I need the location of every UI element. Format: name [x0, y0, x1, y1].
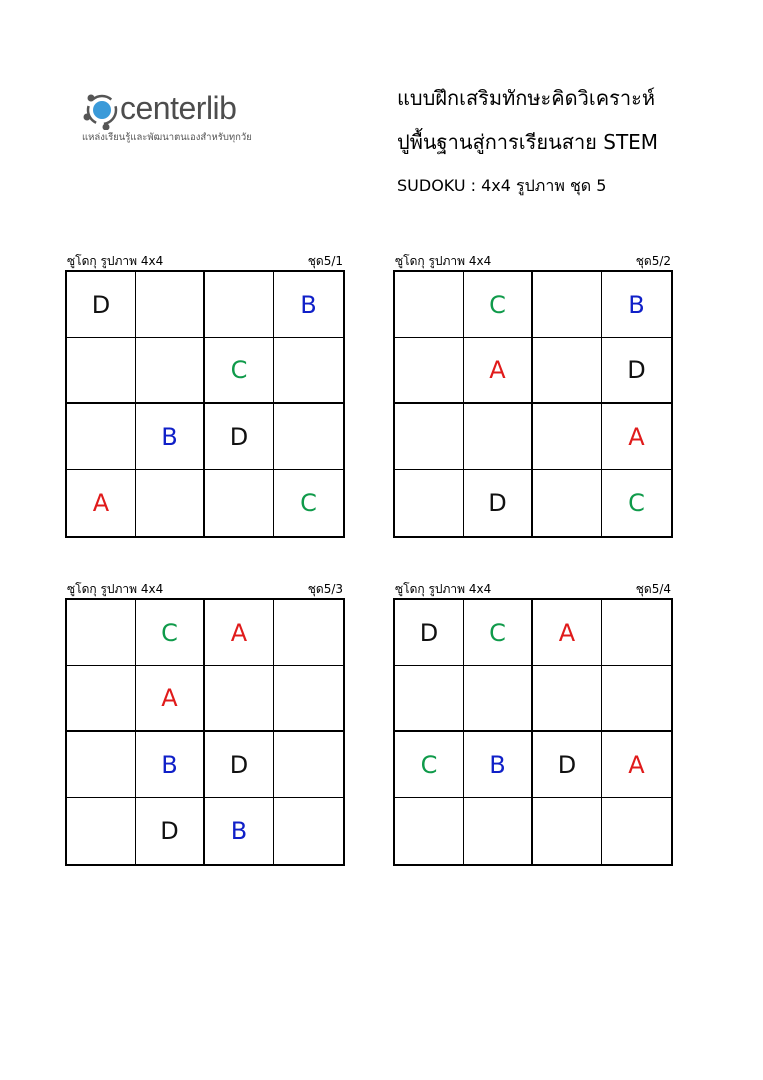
grid-cell — [533, 666, 602, 732]
puzzle-set-number: ชุด5/2 — [635, 254, 671, 268]
puzzle-header — [393, 580, 673, 598]
grid-cell: B — [464, 732, 533, 798]
grid-cell — [602, 600, 671, 666]
grid-cell — [395, 272, 464, 338]
grid-cell — [533, 338, 602, 404]
grid-cell: C — [136, 600, 205, 666]
puzzle-header — [393, 252, 673, 270]
grid-cell — [67, 600, 136, 666]
grid-cell: B — [602, 272, 671, 338]
puzzle-title: ซูโดกุ รูปภาพ 4x4 — [67, 254, 164, 268]
worksheet-set-label: SUDOKU : 4x4 รูปภาพ ชุด 5 — [397, 176, 607, 195]
grid-cell — [464, 798, 533, 864]
grid-cell — [395, 798, 464, 864]
sudoku-grid — [393, 270, 673, 538]
molecule-logo-icon — [82, 90, 122, 130]
grid-cell: D — [464, 470, 533, 536]
grid-cell: A — [602, 404, 671, 470]
grid-cell — [67, 338, 136, 404]
sudoku-grid — [65, 270, 345, 538]
puzzle-set-number: ชุด5/3 — [307, 582, 343, 596]
grid-cell: C — [464, 600, 533, 666]
grid-cell: B — [136, 732, 205, 798]
worksheet-subtitle: ปูพื้นฐานสู่การเรียนสาย STEM — [397, 130, 659, 154]
grid-cell: D — [395, 600, 464, 666]
grid-cell: A — [205, 600, 274, 666]
grid-cell — [205, 666, 274, 732]
grid-cell — [395, 666, 464, 732]
grid-cell — [533, 470, 602, 536]
grid-cell: B — [274, 272, 343, 338]
grid-cell: D — [205, 732, 274, 798]
grid-cell — [464, 666, 533, 732]
logo-brand-text: centerlib — [120, 90, 237, 126]
grid-cell — [205, 272, 274, 338]
grid-cell — [274, 732, 343, 798]
grid-cell: D — [67, 272, 136, 338]
grid-cell — [136, 470, 205, 536]
grid-cell: D — [136, 798, 205, 864]
worksheet-title: แบบฝึกเสริมทักษะคิดวิเคราะห์ — [397, 86, 656, 110]
grid-cell: A — [464, 338, 533, 404]
sudoku-grid — [65, 598, 345, 866]
grid-cell — [533, 272, 602, 338]
grid-cell: D — [602, 338, 671, 404]
puzzle-title: ซูโดกุ รูปภาพ 4x4 — [395, 254, 492, 268]
grid-cell: A — [136, 666, 205, 732]
grid-cell — [67, 404, 136, 470]
grid-cell — [136, 338, 205, 404]
centerlib-logo — [82, 86, 282, 146]
grid-cell — [533, 798, 602, 864]
puzzle-title: ซูโดกุ รูปภาพ 4x4 — [67, 582, 164, 596]
grid-cell — [533, 404, 602, 470]
grid-cell — [205, 470, 274, 536]
grid-cell: B — [136, 404, 205, 470]
grid-cell: D — [533, 732, 602, 798]
grid-cell: B — [205, 798, 274, 864]
puzzle-set-number: ชุด5/4 — [635, 582, 671, 596]
grid-cell — [395, 338, 464, 404]
puzzle-header — [65, 580, 345, 598]
grid-cell — [395, 470, 464, 536]
grid-cell: A — [602, 732, 671, 798]
sudoku-grid — [393, 598, 673, 866]
grid-cell — [395, 404, 464, 470]
grid-cell: C — [628, 489, 645, 517]
grid-cell: C — [464, 272, 533, 338]
grid-cell: A — [67, 470, 136, 536]
puzzle-title: ซูโดกุ รูปภาพ 4x4 — [395, 582, 492, 596]
grid-cell: C — [300, 489, 317, 517]
grid-cell — [67, 798, 136, 864]
grid-cell: C — [205, 338, 274, 404]
puzzle-header — [65, 252, 345, 270]
grid-cell — [274, 600, 343, 666]
grid-cell — [274, 404, 343, 470]
logo-tagline: แหล่งเรียนรู้และพัฒนาตนเองสำหรับทุกวัย — [82, 132, 252, 143]
grid-cell — [274, 666, 343, 732]
grid-cell — [136, 272, 205, 338]
grid-cell — [67, 666, 136, 732]
grid-cell: D — [205, 404, 274, 470]
grid-cell: A — [533, 600, 602, 666]
grid-cell — [602, 666, 671, 732]
grid-cell — [464, 404, 533, 470]
puzzle-set-number: ชุด5/1 — [307, 254, 343, 268]
grid-cell: C — [395, 732, 464, 798]
grid-cell — [274, 338, 343, 404]
grid-cell — [274, 798, 343, 864]
grid-cell — [602, 798, 671, 864]
grid-cell — [67, 732, 136, 798]
